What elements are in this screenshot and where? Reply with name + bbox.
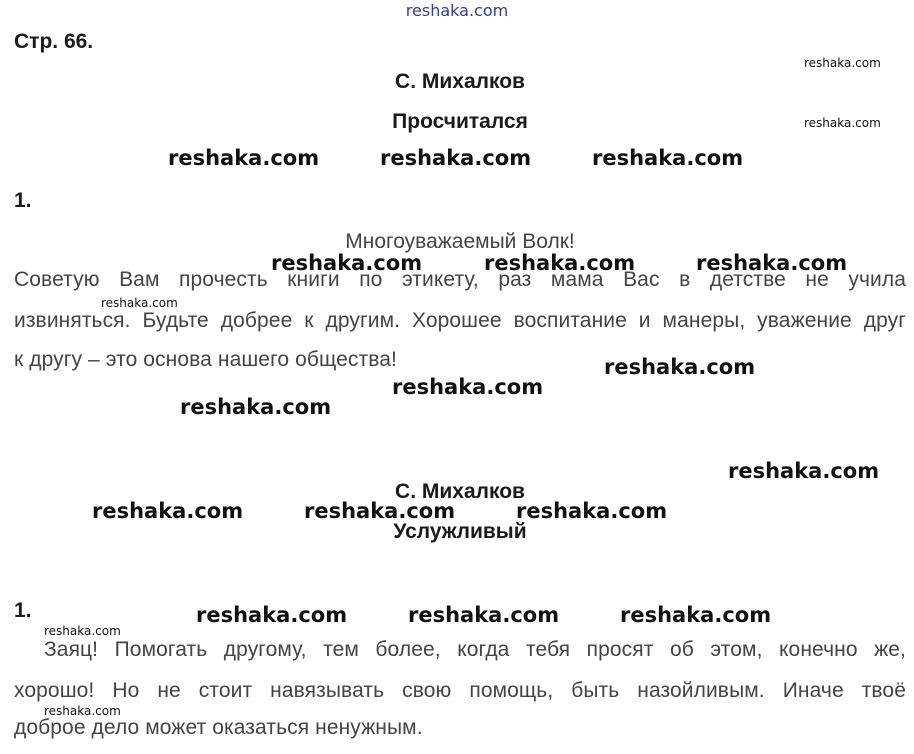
- watermark: reshaka.com: [304, 499, 456, 523]
- watermark: reshaka.com: [592, 146, 744, 170]
- watermark: reshaka.com: [604, 355, 756, 379]
- watermark-small: reshaka.com: [44, 704, 121, 718]
- page-number: Стр. 66.: [14, 30, 94, 53]
- section1-task-number: 1.: [14, 189, 32, 212]
- section2-line-3: доброе дело может оказаться ненужным.: [14, 716, 423, 739]
- section2-task-number: 1.: [14, 599, 32, 622]
- watermark: reshaka.com: [180, 395, 332, 419]
- section2-line-2: хорошо! Но не стоит навязывать свою помощь, быть назойливым. Иначе твоё: [14, 679, 906, 702]
- watermark: reshaka.com: [271, 251, 423, 275]
- section2-title: Услужливый: [393, 520, 527, 543]
- watermark: reshaka.com: [392, 375, 544, 399]
- watermark-small: reshaka.com: [804, 56, 881, 70]
- watermark: reshaka.com: [696, 251, 848, 275]
- section2-author: С. Михалков: [395, 480, 525, 503]
- section1-line-1: Советую Вам прочесть книги по этикету, раз мама Вас в детстве не учила: [14, 268, 906, 291]
- watermark-small: reshaka.com: [804, 116, 881, 130]
- section1-line-3: к другу – это основа нашего общества!: [14, 348, 397, 371]
- section1-author: С. Михалков: [395, 70, 525, 93]
- section2-line-1: Заяц! Помогать другому, тем более, когда тебя просят об этом, конечно же,: [44, 638, 906, 661]
- watermark-small: reshaka.com: [101, 296, 178, 310]
- watermark: reshaka.com: [408, 603, 560, 627]
- watermark: reshaka.com: [380, 146, 532, 170]
- section1-title: Просчитался: [392, 110, 528, 133]
- watermark: reshaka.com: [484, 251, 636, 275]
- watermark: reshaka.com: [620, 603, 772, 627]
- watermark: reshaka.com: [196, 603, 348, 627]
- watermark: reshaka.com: [728, 459, 880, 483]
- watermark: reshaka.com: [92, 499, 244, 523]
- section1-line-2: извиняться. Будьте добрее к другим. Хорошее воспитание и манеры, уважение друг: [14, 309, 906, 332]
- watermark: reshaka.com: [168, 146, 320, 170]
- watermark-small: reshaka.com: [44, 624, 121, 638]
- watermark: reshaka.com: [516, 499, 668, 523]
- site-link[interactable]: reshaka.com: [405, 1, 509, 20]
- section1-salutation: Многоуважаемый Волк!: [345, 230, 575, 253]
